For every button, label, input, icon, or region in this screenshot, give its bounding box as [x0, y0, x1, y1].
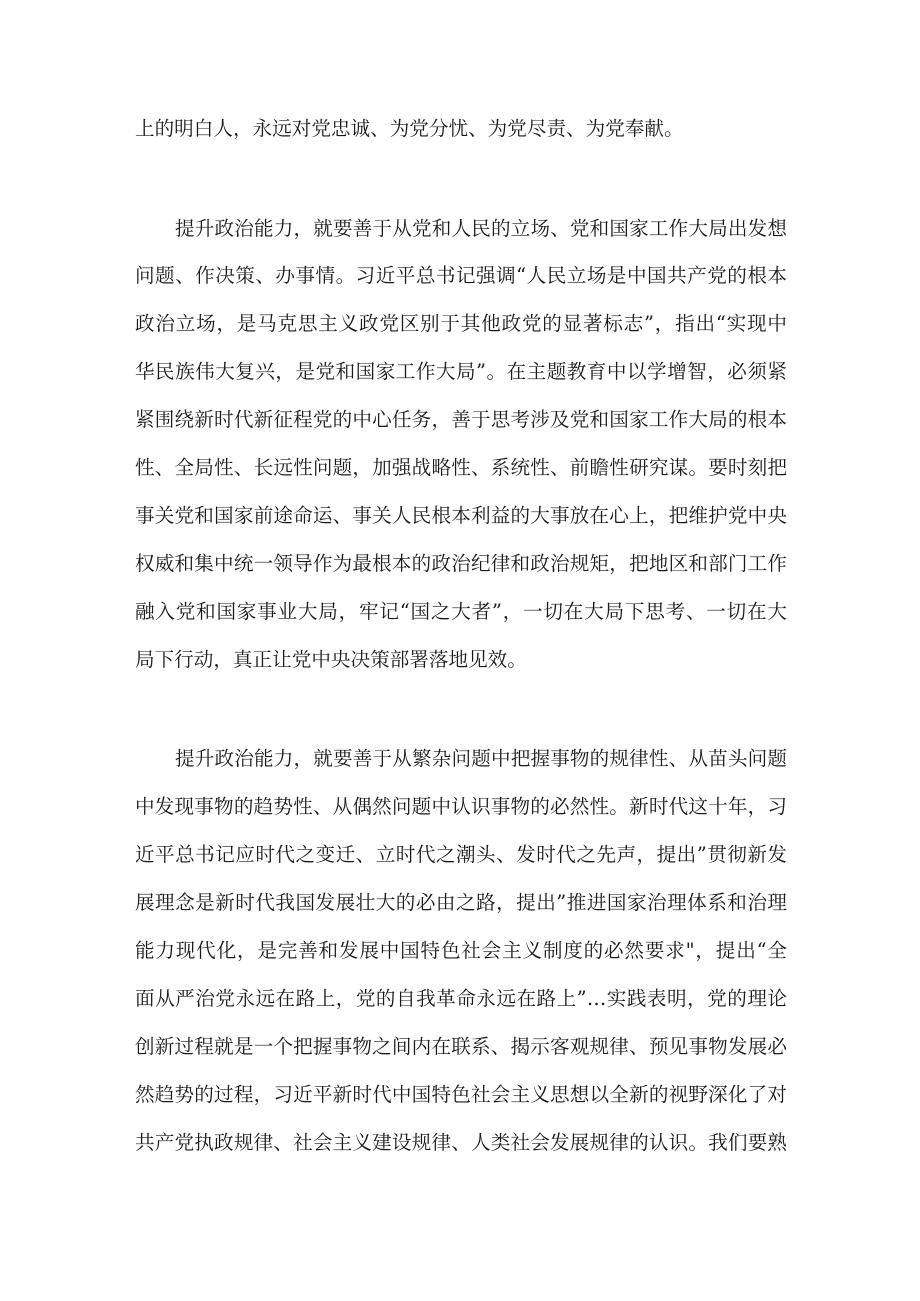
text-line: 中发现事物的趋势性、从偶然问题中认识事物的必然性。新时代这十年，习 — [135, 795, 787, 818]
text-line: 提升政治能力，就要善于从党和人民的立场、党和国家工作大局出发想 — [175, 217, 787, 240]
text-line: 提升政治能力，就要善于从繁杂问题中把握事物的规律性、从苗头问题 — [175, 747, 787, 770]
text-line: 问题、作决策、办事情。习近平总书记强调“人民立场是中国共产党的根本 — [135, 264, 787, 287]
text-line: 能力现代化，是完善和发展中国特色社会主义制度的必然要求"，提出“全 — [135, 939, 787, 962]
text-line: 华民族伟大复兴，是党和国家工作大局”。在主题教育中以学增智，必须紧 — [135, 360, 787, 383]
text-line: 共产党执政规律、社会主义建设规律、人类社会发展规律的认识。我们要熟 — [135, 1131, 787, 1154]
text-line: 融入党和国家事业大局，牢记“国之大者”，一切在大局下思考、一切在大 — [135, 600, 787, 623]
text-line: 事关党和国家前途命运、事关人民根本利益的大事放在心上，把维护党中央 — [135, 504, 787, 527]
text-line: 局下行动，真正让党中央决策部署落地见效。 — [135, 648, 527, 671]
text-line: 紧围绕新时代新征程党的中心任务，善于思考涉及党和国家工作大局的根本 — [135, 408, 787, 431]
text-line: 然趋势的过程，习近平新时代中国特色社会主义思想以全新的视野深化了对 — [135, 1083, 787, 1106]
text-line: 政治立场，是马克思主义政党区别于其他政党的显著标志”，指出“实现中 — [135, 312, 787, 335]
text-line: 近平总书记应时代之变迁、立时代之潮头、发时代之先声，提出”贯彻新发 — [135, 843, 787, 866]
text-line: 上的明白人，永远对党忠诚、为党分忧、为党尽责、为党奉献。 — [135, 117, 684, 140]
text-line: 权威和集中统一领导作为最根本的政治纪律和政治规矩，把地区和部门工作 — [135, 552, 787, 575]
text-line: 性、全局性、长远性问题，加强战略性、系统性、前瞻性研究谋。要时刻把 — [135, 456, 787, 479]
text-line: 展理念是新时代我国发展壮大的必由之路，提出”推进国家治理体系和治理 — [135, 891, 787, 914]
text-line: 面从严治党永远在路上，党的自我革命永远在路上”…实践表明，党的理论 — [135, 987, 787, 1010]
text-line: 创新过程就是一个把握事物之间内在联系、揭示客观规律、预见事物发展必 — [135, 1035, 787, 1058]
